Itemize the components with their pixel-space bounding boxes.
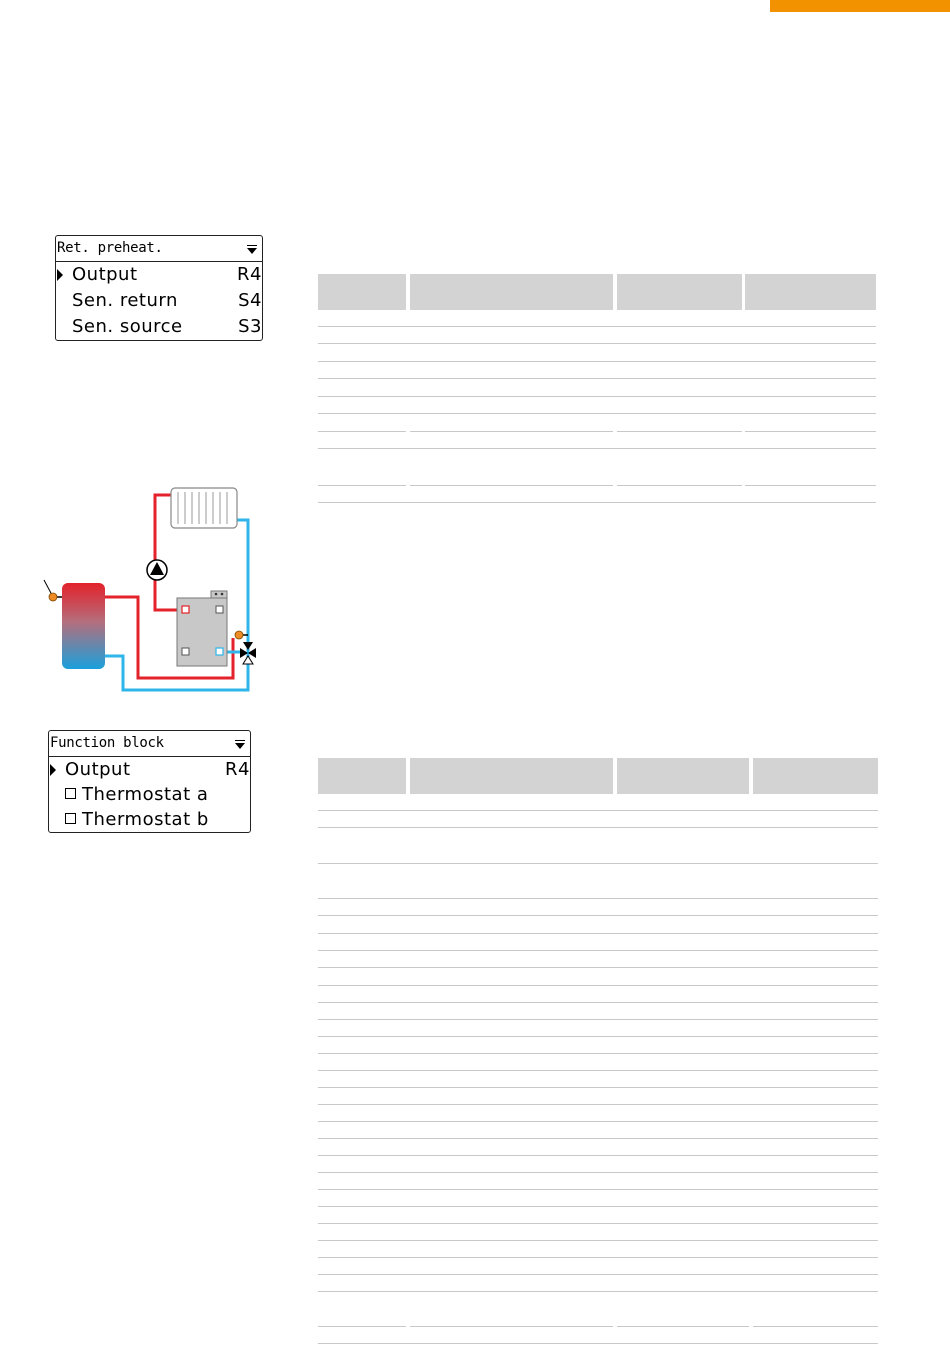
- table-row: [318, 1155, 878, 1156]
- menu-item-value: R4: [225, 759, 250, 780]
- table-row: [410, 1326, 613, 1327]
- table-row: [318, 1189, 878, 1190]
- table-row: [318, 1104, 878, 1105]
- table-row: [318, 1121, 878, 1122]
- table-header-cell: [318, 274, 406, 310]
- menu-title: Function block: [50, 735, 164, 751]
- table-row: [617, 485, 742, 486]
- parameter-table-1: [318, 274, 876, 506]
- table-row: [318, 1274, 878, 1275]
- table-header-cell: [318, 758, 406, 794]
- table-row: [617, 1326, 749, 1327]
- table-row: [318, 378, 876, 379]
- menu-item-label: Thermostat a: [82, 784, 209, 805]
- table-row: [318, 502, 876, 503]
- table-row: [318, 1002, 878, 1003]
- menu-item-output[interactable]: [56, 262, 262, 288]
- table-row: [318, 326, 876, 327]
- table-row: [318, 1206, 878, 1207]
- dropdown-arrow-icon[interactable]: [235, 743, 245, 749]
- table-row: [318, 1326, 406, 1327]
- table-header-cell: [617, 758, 749, 794]
- table-row: [318, 413, 876, 414]
- table-row: [745, 485, 876, 486]
- table-row: [753, 1326, 878, 1327]
- return-preheat-menu: [55, 235, 263, 341]
- table-row: [745, 431, 876, 432]
- menu-item-label: Thermostat b: [82, 809, 209, 830]
- menu-item-value: S3: [238, 316, 262, 337]
- table-row: [318, 1070, 878, 1071]
- table-row: [410, 431, 613, 432]
- store-tank-icon: [62, 583, 105, 669]
- table-row: [318, 1172, 878, 1173]
- table-header-cell: [753, 758, 878, 794]
- table-row: [318, 1343, 878, 1344]
- table-row: [318, 827, 878, 828]
- checkbox-icon[interactable]: [65, 813, 76, 824]
- table-row: [318, 985, 878, 986]
- pump-icon: [147, 560, 167, 580]
- table-row: [318, 915, 878, 916]
- sensor-icon: [44, 580, 62, 601]
- table-header-cell: [745, 274, 876, 310]
- table-row: [318, 431, 406, 432]
- table-row: [318, 933, 878, 934]
- radiator-icon: [171, 488, 237, 528]
- table-row: [318, 396, 876, 397]
- table-row: [318, 898, 878, 899]
- hydraulic-diagram: [30, 480, 270, 700]
- menu-title-bar: [56, 236, 262, 262]
- table-row: [318, 1053, 878, 1054]
- table-row: [318, 485, 406, 486]
- table-row: [318, 967, 878, 968]
- menu-item-label: Output: [65, 759, 131, 780]
- menu-title-bar: [49, 731, 250, 757]
- accent-bar: [770, 0, 950, 12]
- sensor-icon: [235, 631, 248, 639]
- menu-item-label: Output: [72, 264, 138, 285]
- dropdown-arrow-icon[interactable]: [247, 248, 257, 254]
- table-row: [318, 1019, 878, 1020]
- menu-item-output[interactable]: [49, 757, 250, 782]
- cursor-icon: [57, 269, 63, 281]
- table-row: [318, 1291, 878, 1292]
- menu-item-label: Sen. source: [72, 316, 183, 337]
- table-row: [318, 810, 878, 811]
- function-block-menu: [48, 730, 251, 833]
- table-row: [318, 1223, 878, 1224]
- table-row: [318, 950, 878, 951]
- parameter-table-2: [318, 758, 878, 1348]
- table-row: [318, 863, 878, 864]
- checkbox-icon[interactable]: [65, 788, 76, 799]
- table-row: [318, 1138, 878, 1139]
- menu-item-label: Sen. return: [72, 290, 178, 311]
- table-row: [318, 1087, 878, 1088]
- table-header-cell: [410, 274, 613, 310]
- table-row: [318, 1036, 878, 1037]
- table-row: [318, 448, 876, 449]
- table-header-cell: [410, 758, 613, 794]
- table-row: [318, 361, 876, 362]
- menu-item-sen-source[interactable]: [56, 314, 262, 340]
- mixing-valve-icon: [240, 642, 256, 664]
- menu-item-thermostat-b[interactable]: [49, 807, 250, 832]
- menu-item-value: R4: [237, 264, 262, 285]
- table-row: [318, 343, 876, 344]
- table-row: [318, 1240, 878, 1241]
- menu-item-sen-return[interactable]: [56, 288, 262, 314]
- menu-item-value: S4: [238, 290, 262, 311]
- table-row: [617, 431, 742, 432]
- menu-item-thermostat-a[interactable]: [49, 782, 250, 807]
- cursor-icon: [50, 764, 56, 776]
- boiler-icon: [177, 591, 227, 666]
- table-header-cell: [617, 274, 742, 310]
- table-row: [318, 1257, 878, 1258]
- menu-title: Ret. preheat.: [57, 240, 163, 256]
- table-row: [410, 485, 613, 486]
